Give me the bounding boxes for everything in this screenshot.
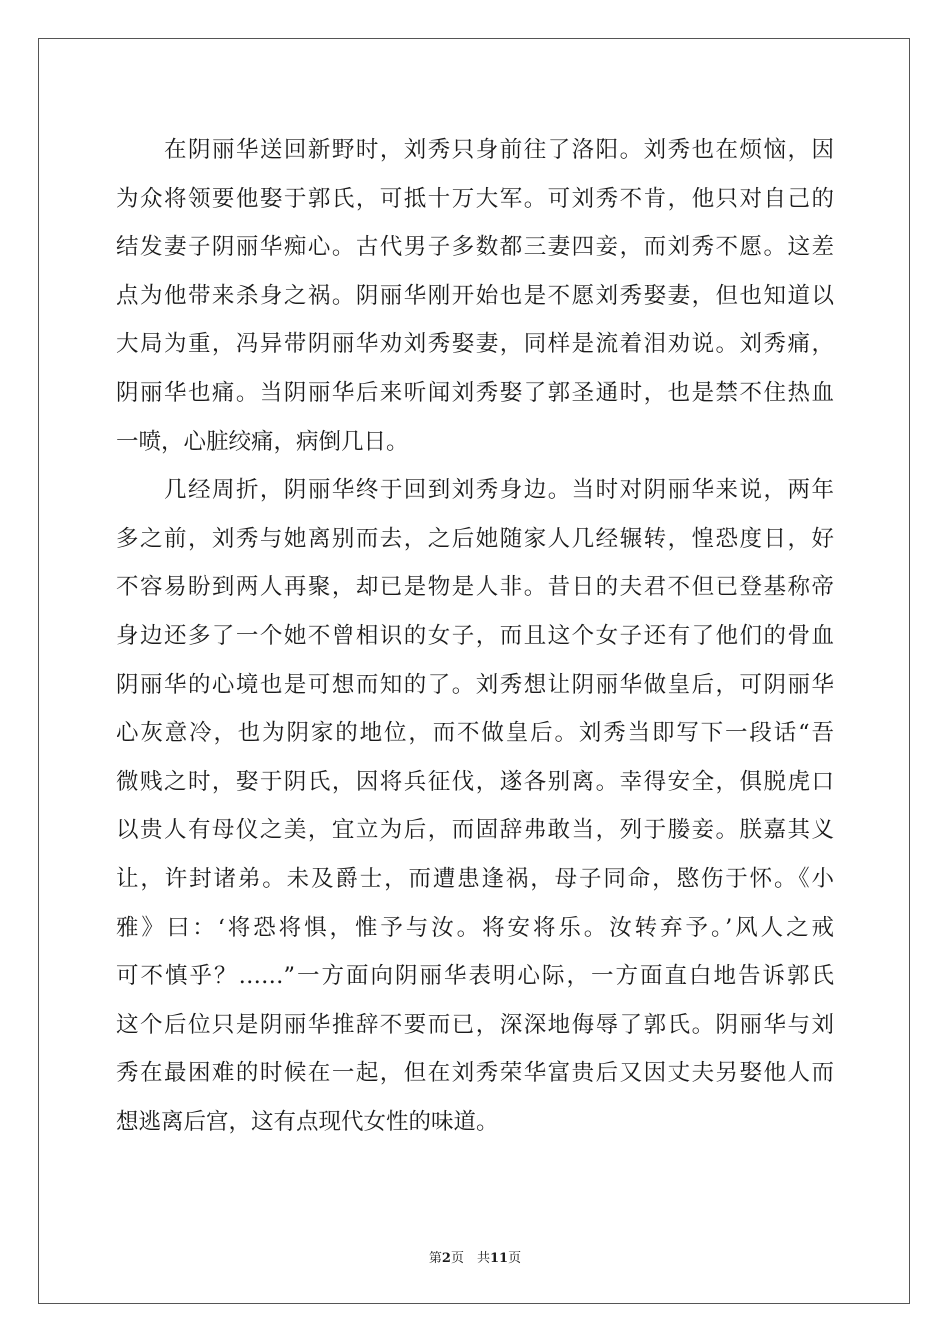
current-page-number: 2 [441, 1251, 451, 1266]
text-line: 点为他带来杀身之祸。阴丽华刚开始也是不愿刘秀娶妻，但也知道以 [116, 282, 834, 309]
paragraph [116, 126, 834, 466]
text-line: 阴丽华也痛。当阴丽华后来听闻刘秀娶了郭圣通时，也是禁不住热血 [116, 379, 834, 406]
text-line: 阴丽华的心境也是可想而知的了。刘秀想让阴丽华做皇后，可阴丽华 [116, 671, 834, 698]
text-line: 结发妻子阴丽华痴心。古代男子多数都三妻四妾，而刘秀不愿。这差 [116, 234, 834, 261]
text-line: 心灰意冷，也为阴家的地位，而不做皇后。刘秀当即写下一段话“吾 [116, 720, 834, 747]
page-footer [0, 1247, 950, 1266]
footer-mid: 页 共 [450, 1251, 490, 1266]
text-line: 以贵人有母仪之美，宜立为后，而固辞弗敢当，列于媵妾。朕嘉其义 [116, 817, 834, 844]
text-line: 雅》曰：‘将恐将惧，惟予与汝。将安将乐。汝转弃予。’风人之戒 [116, 914, 834, 941]
text-line: 一喷，心脏绞痛，病倒几日。 [116, 428, 409, 455]
text-line: 几经周折，阴丽华终于回到刘秀身边。当时对阴丽华来说，两年 [164, 477, 834, 504]
text-line: 不容易盼到两人再聚，却已是物是人非。昔日的夫君不但已登基称帝 [116, 574, 834, 601]
footer-prefix: 第 [428, 1251, 442, 1266]
text-line: 大局为重，冯异带阴丽华劝刘秀娶妻，同样是流着泪劝说。刘秀痛， [116, 331, 834, 358]
text-line: 微贱之时，娶于阴氏，因将兵征伐，遂各别离。幸得安全，俱脱虎口 [116, 768, 834, 795]
total-page-count: 11 [489, 1251, 509, 1266]
body-text [116, 126, 834, 1146]
text-line: 多之前，刘秀与她离别而去，之后她随家人几经辗转，惶恐度日，好 [116, 525, 834, 552]
text-line: 想逃离后宫，这有点现代女性的味道。 [116, 1108, 499, 1135]
text-line: 可不慎乎？……”一方面向阴丽华表明心际，一方面直白地告诉郭氏 [116, 963, 834, 990]
text-line: 这个后位只是阴丽华推辞不要而已，深深地侮辱了郭氏。阴丽华与刘 [116, 1011, 834, 1038]
text-line: 为众将领要他娶于郭氏，可抵十万大军。可刘秀不肯，他只对自己的 [116, 185, 834, 212]
text-line: 让，许封诸弟。未及爵士，而遭患逢祸，母子同命，愍伤于怀。《小 [116, 865, 834, 892]
text-line: 在阴丽华送回新野时，刘秀只身前往了洛阳。刘秀也在烦恼，因 [164, 137, 834, 163]
text-line: 身边还多了一个她不曾相识的女子，而且这个女子还有了他们的骨血 [116, 622, 834, 649]
footer-suffix: 页 [508, 1251, 522, 1266]
text-line: 秀在最困难的时候在一起，但在刘秀荣华富贵后又因丈夫另娶他人而 [116, 1060, 834, 1087]
paragraph [116, 466, 834, 1146]
